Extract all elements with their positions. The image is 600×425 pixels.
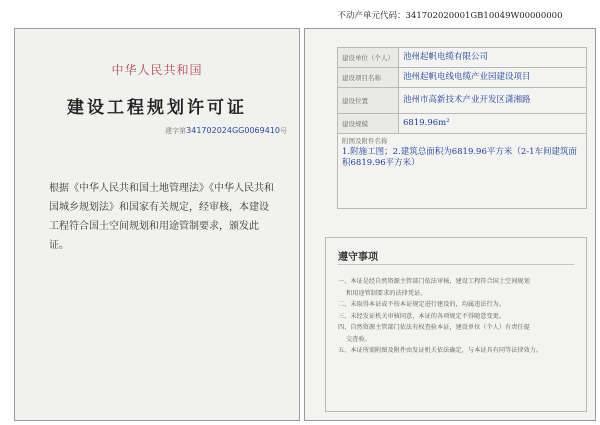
attachments-cell (338, 134, 587, 209)
attachments-row (338, 134, 587, 209)
number-suffix: 号 (280, 127, 287, 135)
row-value: 池州起帆电线电缆产业园建设项目 (399, 68, 587, 88)
row-value: 6819.96m² (399, 114, 587, 134)
table-row (338, 88, 587, 114)
rule-item: 一、本证是经自然资源主管部门依法审核，建设工程符合国土空间规划 (338, 278, 530, 285)
compliance-rules-box (325, 237, 587, 412)
rule-item: 交查验。 (346, 335, 371, 343)
number-prefix: 建字第 (165, 127, 187, 135)
certificate-title: 建设工程规划许可证 (67, 98, 247, 118)
unit-code: 不动产单元代码：341702020001GB10049W00000000 (337, 11, 563, 21)
row-label: 建设规模 (338, 114, 399, 134)
attachments-label: 附图及附件名称 (342, 137, 388, 145)
divider (338, 264, 574, 265)
certificate-number (165, 126, 287, 136)
certificate-right-page (304, 28, 596, 421)
rule-item: 五、本证所需附图及附件由发证机关依法确定，与本证具有同等法律效力。 (338, 347, 543, 354)
certificate-left-page (14, 28, 300, 421)
row-value: 池州市高新技术产业开发区潇湘路 (399, 88, 587, 114)
attachments-text: 1.附施工图；2.建筑总面积为6819.96平方米（2-1车间建筑面积6819.96平方米） (342, 147, 578, 168)
rule-item: 四、自然资源主管部门依法有权查验本证，建设单位（个人）有责任提 (338, 324, 530, 331)
row-label: 建设单位（个人） (338, 48, 399, 68)
rules-title: 遵守事项 (338, 252, 378, 263)
table-row (338, 68, 587, 88)
row-value: 池州起帆电缆有限公司 (399, 48, 587, 68)
republic-name: 中华人民共和国 (111, 63, 203, 77)
table-row (338, 48, 587, 68)
rules-list (338, 276, 576, 357)
table-row (338, 114, 587, 134)
rule-item: 和用途管制要求的法律凭证。 (346, 289, 427, 297)
project-info-table (337, 47, 587, 209)
legal-basis-text: 根据《中华人民共和国土地管理法》《中华人民共和国城乡规划法》和国家有关规定，经审核，本建设工程符合国土空间规划和用途管制要求，颁发此证。 (49, 183, 274, 251)
row-label: 建设位置 (338, 88, 399, 114)
rule-item: 三、未经发证机关审核同意，本证的各项规定不得随意变更。 (338, 312, 506, 320)
number-value: 341702024GG0069410 (186, 126, 280, 135)
rule-item: 二、未取得本证或不按本证规定进行建设的，均属违法行为。 (338, 301, 506, 308)
row-label: 建设项目名称 (338, 68, 399, 88)
